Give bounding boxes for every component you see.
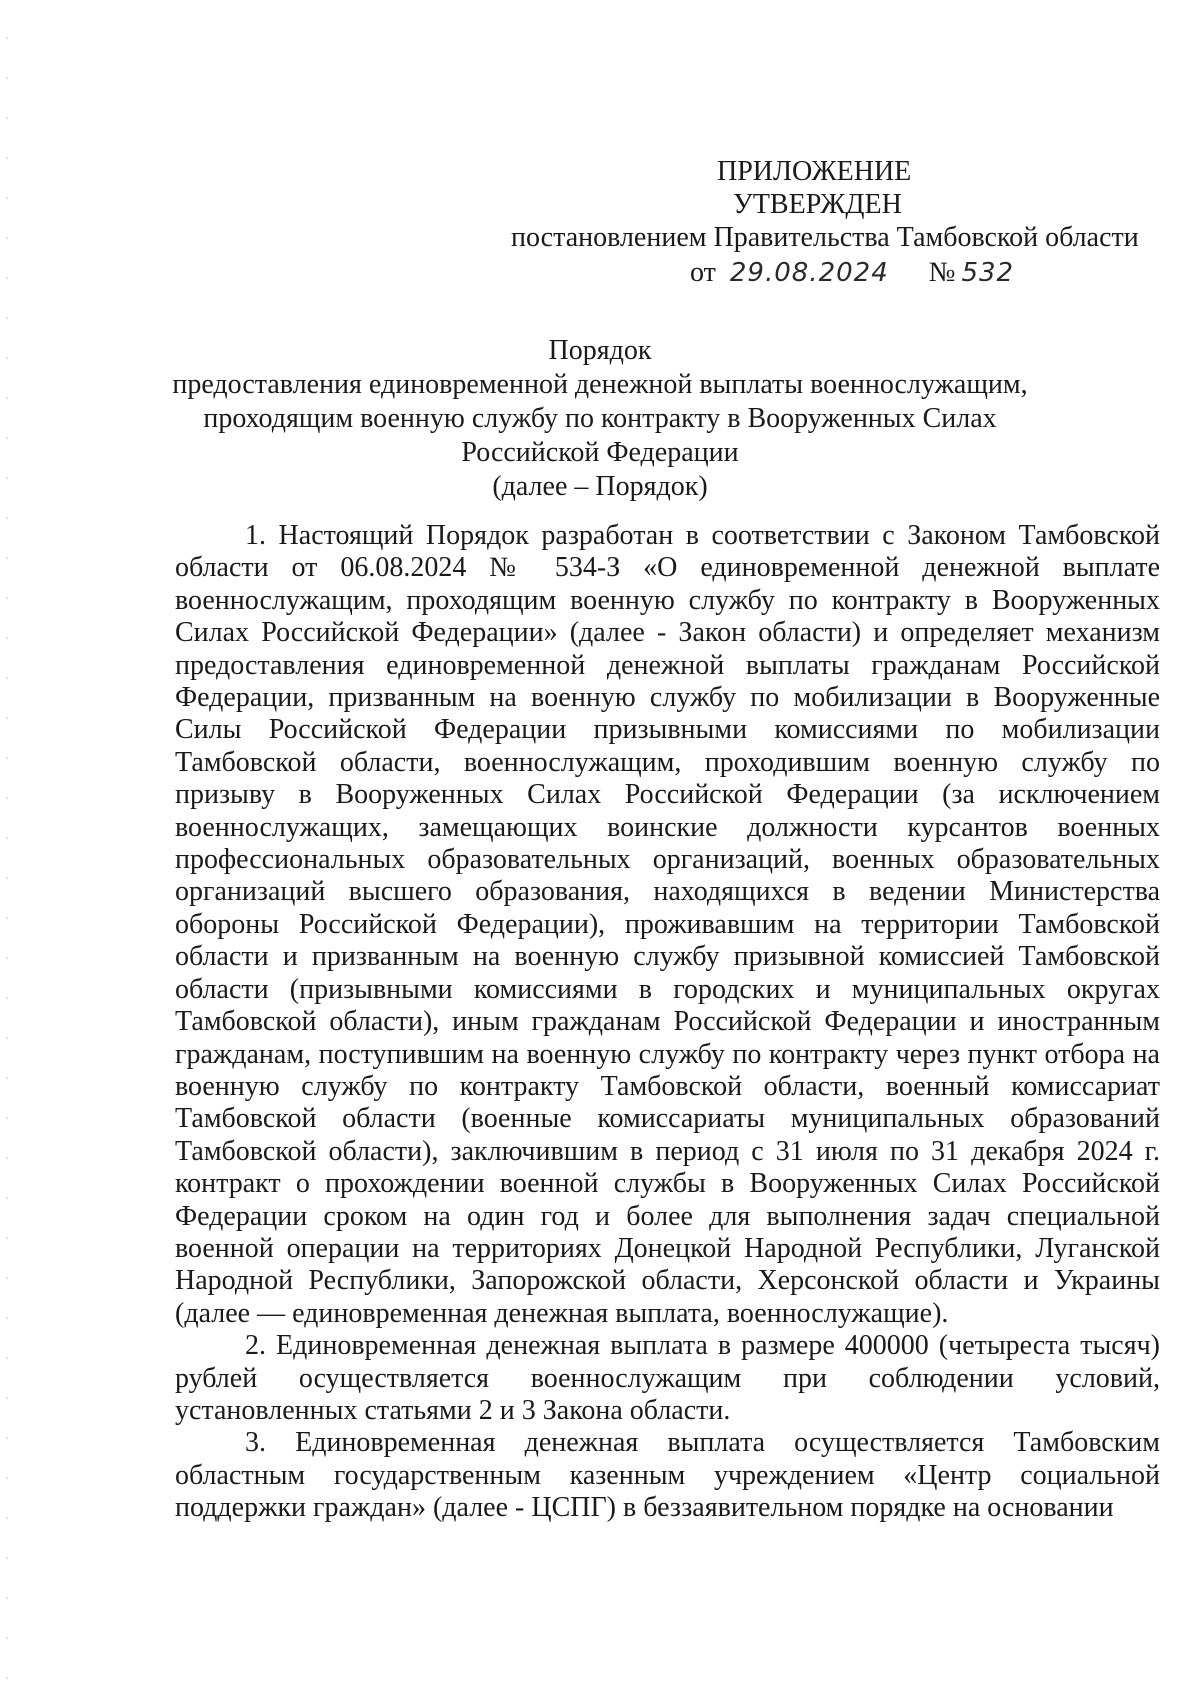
paragraph-1: [175, 520, 1160, 1330]
paragraph-text: Единовременная денежная выплата осуществляется Тамбовским областным государственным казенным учреждением «Центр социальной поддержки граждан» (далее - ЦСПГ) в беззаявительном порядке на основании: [175, 1427, 1160, 1524]
date-number-line: [690, 256, 1014, 290]
handwritten-number: 532: [961, 258, 1015, 288]
document-title: [150, 334, 1050, 504]
paragraph-text: Настоящий Порядок разработан в соответствии с Законом Тамбовской области от 06.08.2024 № 534-З «О единовременной денежной выплате военнослужащим, проходящим военную службу по контракту в Вооруженных Силах Российской Федерации» (далее - Закон области) и определяет механизм предоставления единовременной денежной выплаты гражданам Российской Федерации, призванным на военную службу по мобилизации в Вооруженные Силы Российской Федерации призывными комиссиями по мобилизации Тамбовской области, военнослужащим, проходившим военную службу по призыву в Вооруженных Силах Российской Федерации (за исключением военнослужащих, замещающих воинские должности курсантов военных профессиональных образовательных организаций, военных образовательных организаций высшего образования, находящихся в ведении Министерства обороны Российской Федерации), проживавшим на территории Тамбовской области и призванным на военную службу призывной комиссией Тамбовской области (призывными комиссиями в городских и муниципальных округах Тамбовской области), иным гражданам Российской Федерации и иностранным гражданам, поступившим на военную службу по контракту через пункт отбора на военную службу по контракту Тамбовской области, военный комиссариат Тамбовской области (военные комиссариаты муниципальных образований Тамбовской области), заключившим в период с 31 июля по 31 декабря 2024 г. контракт о прохождении военной службы в Вооруженных Силах Российской Федерации сроком на один год и более для выполнения задач специальной военной операции на территориях Донецкой Народной Республики, Луганской Народной Республики, Запорожской области, Херсонской области и Украины (далее — единовременная денежная выплата, военнослужащие).: [175, 520, 1160, 1329]
document-body: [175, 520, 1160, 1525]
approved-label: УТВЕРЖДЕН: [733, 189, 902, 220]
paragraph-number: 3.: [245, 1427, 266, 1459]
title-line-1: Порядок: [548, 335, 652, 366]
from-label: от: [690, 257, 716, 288]
scan-edge: [6, 0, 8, 1697]
handwritten-date: 29.08.2024: [729, 258, 889, 288]
title-line-4: Российской Федерации: [461, 437, 739, 468]
title-line-3: проходящим военную службу по контракту в Вооруженных Силах: [203, 403, 997, 434]
decree-line: постановлением Правительства Тамбовской области: [511, 222, 1139, 253]
paragraph-number: 1.: [245, 520, 266, 551]
number-label: №: [928, 257, 956, 288]
title-line-5: (далее – Порядок): [492, 471, 708, 502]
title-line-2: предоставления единовременной денежной выплаты военнослужащим,: [172, 369, 1028, 400]
paragraph-number: 2.: [245, 1330, 266, 1362]
paragraph-3: [175, 1427, 1160, 1524]
appendix-label: ПРИЛОЖЕНИЕ: [717, 156, 912, 187]
paragraph-text: Единовременная денежная выплата в размере 400000 (четыреста тысяч) рублей осуществляется военнослужащим при соблюдении условий, установленных статьями 2 и 3 Закона области.: [175, 1330, 1160, 1426]
paragraph-2: [175, 1330, 1160, 1427]
